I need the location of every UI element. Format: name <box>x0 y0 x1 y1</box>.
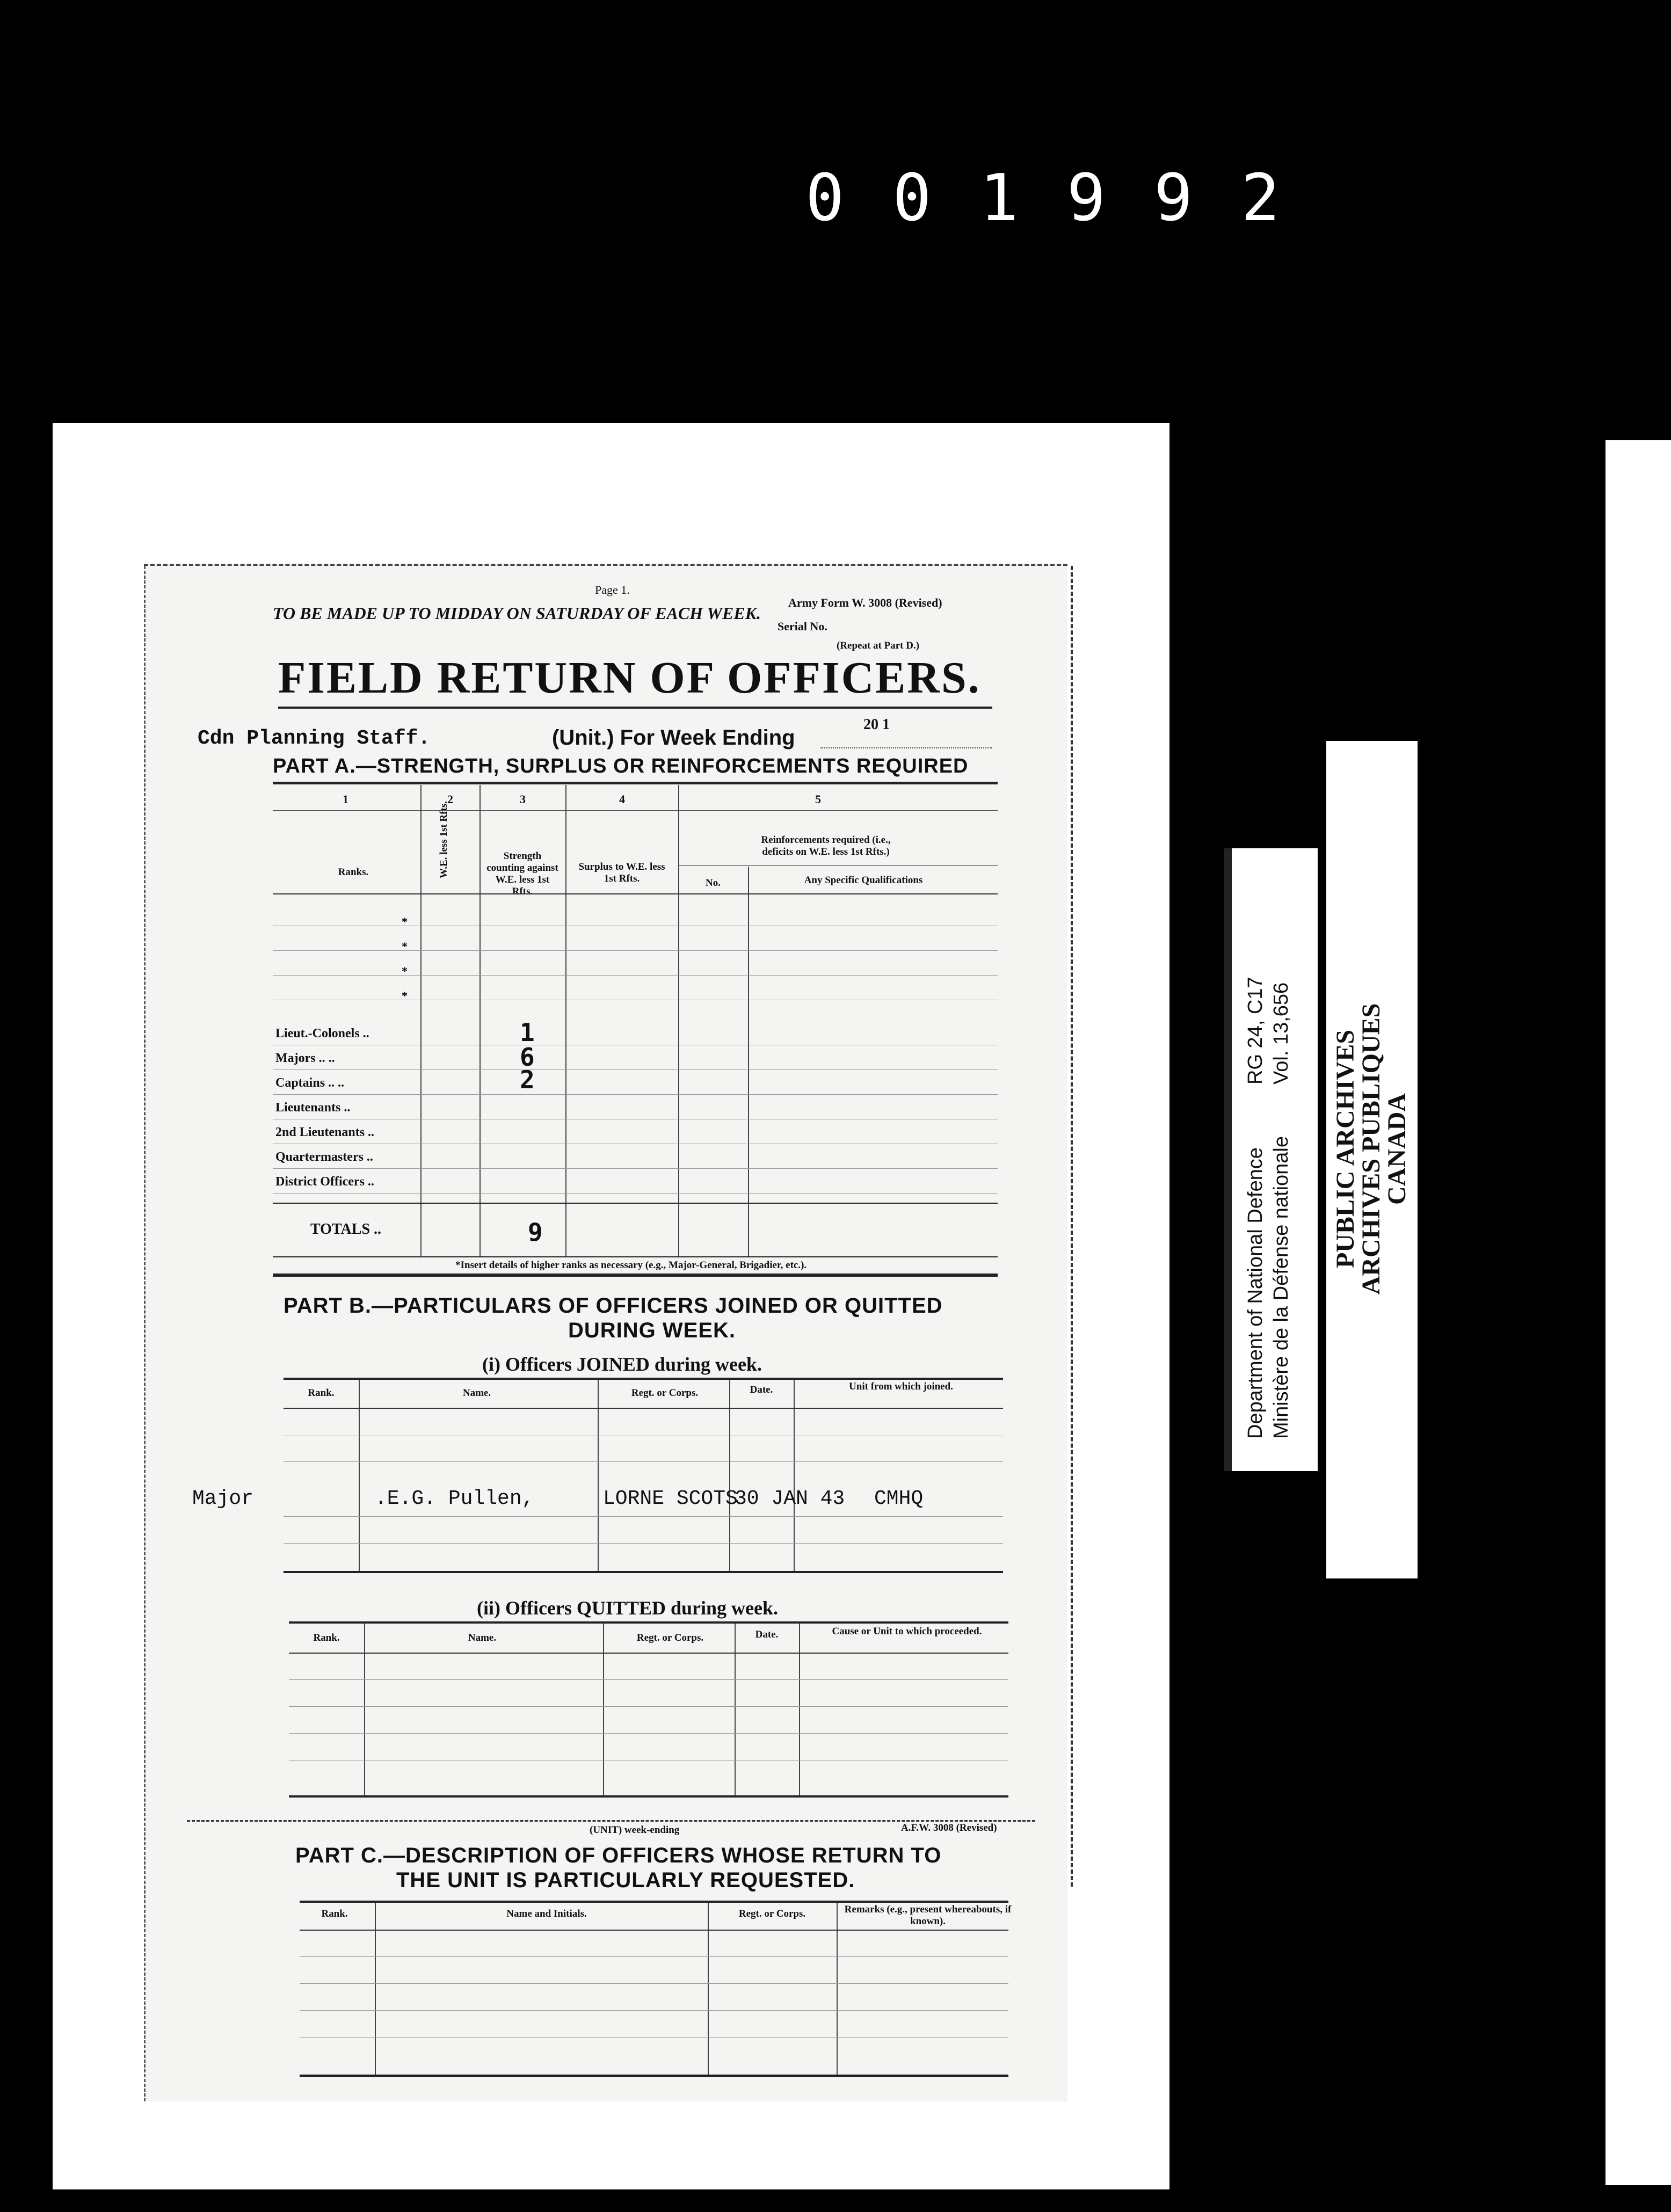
col-divider-3 <box>565 785 566 1257</box>
army-form-number: Army Form W. 3008 (Revised) <box>788 596 942 609</box>
unit-name-typed: Cdn Planning Staff. <box>198 727 431 750</box>
joined-title: (i) Officers JOINED during week. <box>482 1354 762 1375</box>
part-c-col-divider <box>837 1903 838 2075</box>
row-rule <box>289 1733 1008 1734</box>
star-row-2: * <box>402 940 408 953</box>
joined-header-unit: Unit from which joined. <box>849 1381 953 1392</box>
quitted-header-rank: Rank. <box>313 1632 340 1643</box>
part-c-top-rule <box>300 1901 1008 1903</box>
col-we-header: W.E. less 1st Rfts. <box>438 801 449 878</box>
joined-date: 30 JAN 43 <box>735 1487 845 1510</box>
form-title: FIELD RETURN OF OFFICERS. <box>278 653 981 703</box>
rank-lieutenants: Lieutenants .. <box>275 1101 351 1115</box>
archives-stamp-card <box>1326 741 1418 1578</box>
repeat-note: (Repeat at Part D.) <box>837 640 920 651</box>
volume-number: Vol. 13,656 <box>1270 982 1292 1085</box>
totals-value: 9 <box>528 1218 543 1247</box>
row-rule <box>300 1983 1008 1984</box>
part-c-bottom-rule <box>300 2075 1008 2077</box>
row-rule <box>273 975 998 976</box>
col-divider-4 <box>678 785 679 1257</box>
col-surplus-header: Surplus to W.E. less 1st Rfts. <box>578 861 665 884</box>
col-reinforcements-header: Reinforcements required (i.e., deficits on W.E. less 1st Rfts.) <box>761 834 891 857</box>
instruction-line: TO BE MADE UP TO MIDDAY ON SATURDAY OF EACH WEEK. <box>273 603 761 623</box>
serial-number-label: Serial No. <box>778 620 827 633</box>
quitted-header-rule <box>289 1653 1008 1654</box>
joined-bottom-rule <box>284 1571 1003 1573</box>
row-rule <box>284 1543 1003 1544</box>
quitted-header-date: Date. <box>755 1629 779 1640</box>
part-c-header-regt: Regt. or Corps. <box>738 1908 806 1919</box>
part-c-header-rule <box>300 1930 1008 1931</box>
col-number-rule <box>273 810 998 811</box>
row-rule <box>273 1193 998 1194</box>
week-ending-line <box>820 747 992 748</box>
part-c-unit-label: (UNIT) week-ending <box>590 1824 680 1836</box>
col-number-5: 5 <box>815 792 821 806</box>
row-rule <box>300 2037 1008 2038</box>
quitted-title: (ii) Officers QUITTED during week. <box>477 1597 778 1619</box>
quitted-col-divider <box>799 1624 800 1795</box>
row-rule <box>273 1069 998 1070</box>
col-ranks-header: Ranks. <box>338 867 369 878</box>
strength-captains: 2 <box>520 1065 535 1094</box>
frame-number: 001992 <box>805 161 1328 236</box>
page-number: Page 1. <box>595 583 630 596</box>
strength-lieut-colonels: 1 <box>520 1018 535 1047</box>
row-rule <box>284 1516 1003 1517</box>
record-group: RG 24, C17 <box>1244 977 1267 1085</box>
stamp-line-3: CANADA <box>1383 1093 1411 1205</box>
part-a-rule <box>273 782 998 784</box>
form-sheet <box>144 564 1067 2101</box>
quitted-col-divider <box>603 1624 604 1795</box>
row-rule <box>300 2010 1008 2011</box>
adjacent-frame-edge <box>1605 440 1671 2185</box>
part-c-title-line2: THE UNIT IS PARTICULARLY REQUESTED. <box>396 1868 855 1892</box>
quitted-header-regt: Regt. or Corps. <box>636 1632 704 1643</box>
col-qualifications-header: Any Specific Qualifications <box>804 875 923 886</box>
part-a-title: PART A.—STRENGTH, SURPLUS OR REINFORCEMENTS REQUIRED <box>273 755 969 777</box>
col-number-3: 3 <box>520 792 526 806</box>
archive-reference-card <box>1224 848 1318 1471</box>
col-number-2: 2 <box>447 792 453 806</box>
joined-header-regt: Regt. or Corps. <box>631 1387 699 1399</box>
quitted-header-cause: Cause or Unit to which proceeded. <box>832 1626 982 1637</box>
row-rule <box>273 950 998 951</box>
star-row-3: * <box>402 964 408 978</box>
rank-captains: Captains .. .. <box>275 1076 345 1090</box>
part-a-bottom-rule <box>273 1274 998 1277</box>
week-ending-value: 20 1 <box>863 716 890 733</box>
rank-majors: Majors .. .. <box>275 1051 335 1065</box>
col-divider-1 <box>420 785 422 1257</box>
rank-district-officers: District Officers .. <box>275 1175 374 1189</box>
row-rule <box>289 1706 1008 1707</box>
quitted-top-rule <box>289 1621 1008 1624</box>
quitted-col-divider <box>735 1624 736 1795</box>
joined-header-rank: Rank. <box>308 1387 335 1399</box>
department-en: Department of National Defence <box>1244 1147 1267 1439</box>
part-c-form-number: A.F.W. 3008 (Revised) <box>901 1822 997 1833</box>
row-rule <box>300 1956 1008 1957</box>
rank-2nd-lieutenants: 2nd Lieutenants .. <box>275 1125 375 1139</box>
star-row-4: * <box>402 989 408 1002</box>
stamp-line-2: ARCHIVES PUBLIQUES <box>1357 1003 1385 1295</box>
part-c-header-rank: Rank. <box>321 1908 348 1919</box>
department-fr: Ministère de la Défense nationale <box>1270 1136 1292 1439</box>
title-underline <box>278 707 992 709</box>
quitted-header-name: Name. <box>468 1632 497 1643</box>
totals-label: TOTALS .. <box>310 1221 382 1238</box>
joined-unit: CMHQ <box>874 1487 924 1510</box>
joined-rank: Major <box>192 1487 254 1510</box>
star-row-1: * <box>402 915 408 928</box>
photo-mount <box>53 423 1169 2189</box>
part-c-col-divider <box>375 1903 376 2075</box>
row-rule <box>289 1679 1008 1680</box>
strength-majors: 6 <box>520 1043 535 1072</box>
part-b-title-line2: DURING WEEK. <box>568 1319 736 1342</box>
joined-regt: LORNE SCOTS <box>603 1487 738 1510</box>
rank-lieut-colonels: Lieut.-Colonels .. <box>275 1027 369 1040</box>
joined-name: .E.G. Pullen, <box>375 1487 534 1510</box>
part-c-title: PART C.—DESCRIPTION OF OFFICERS WHOSE RETURN TO <box>295 1844 942 1867</box>
reinf-subrule <box>678 865 998 866</box>
part-c-perforation <box>187 1820 1035 1822</box>
col-number-4: 4 <box>619 792 625 806</box>
row-rule <box>273 1168 998 1169</box>
joined-header-date: Date. <box>750 1384 773 1395</box>
footnote: *Insert details of higher ranks as necessary (e.g., Major-General, Brigadier, etc.). <box>455 1260 807 1271</box>
rank-quartermasters: Quartermasters .. <box>275 1150 373 1164</box>
joined-header-name: Name. <box>462 1387 491 1399</box>
part-c-header-remarks: Remarks (e.g., present whereabouts, if known). <box>844 1904 1012 1927</box>
part-c-header-name: Name and Initials. <box>506 1908 587 1919</box>
totals-bottom-rule <box>273 1256 998 1257</box>
joined-top-rule <box>284 1378 1003 1380</box>
part-b-title: PART B.—PARTICULARS OF OFFICERS JOINED OR QUITTED <box>284 1294 943 1318</box>
quitted-col-divider <box>364 1624 365 1795</box>
row-rule <box>284 1461 1003 1462</box>
col-number-1: 1 <box>343 792 348 806</box>
quitted-bottom-rule <box>289 1795 1008 1798</box>
part-c-col-divider <box>708 1903 709 2075</box>
totals-top-rule <box>273 1203 998 1204</box>
perforation-right <box>1071 566 1073 1887</box>
col-no-header: No. <box>706 877 721 889</box>
row-rule <box>273 1094 998 1095</box>
header-bottom-rule <box>273 893 998 894</box>
stamp-line-1: PUBLIC ARCHIVES <box>1331 1029 1360 1269</box>
perforation-left <box>144 566 146 2101</box>
joined-header-rule <box>284 1408 1003 1409</box>
unit-label: (Unit.) For Week Ending <box>552 726 795 750</box>
col-divider-2 <box>479 785 481 1257</box>
col-strength-header: Strength counting against W.E. less 1st Rfts. <box>486 850 558 897</box>
